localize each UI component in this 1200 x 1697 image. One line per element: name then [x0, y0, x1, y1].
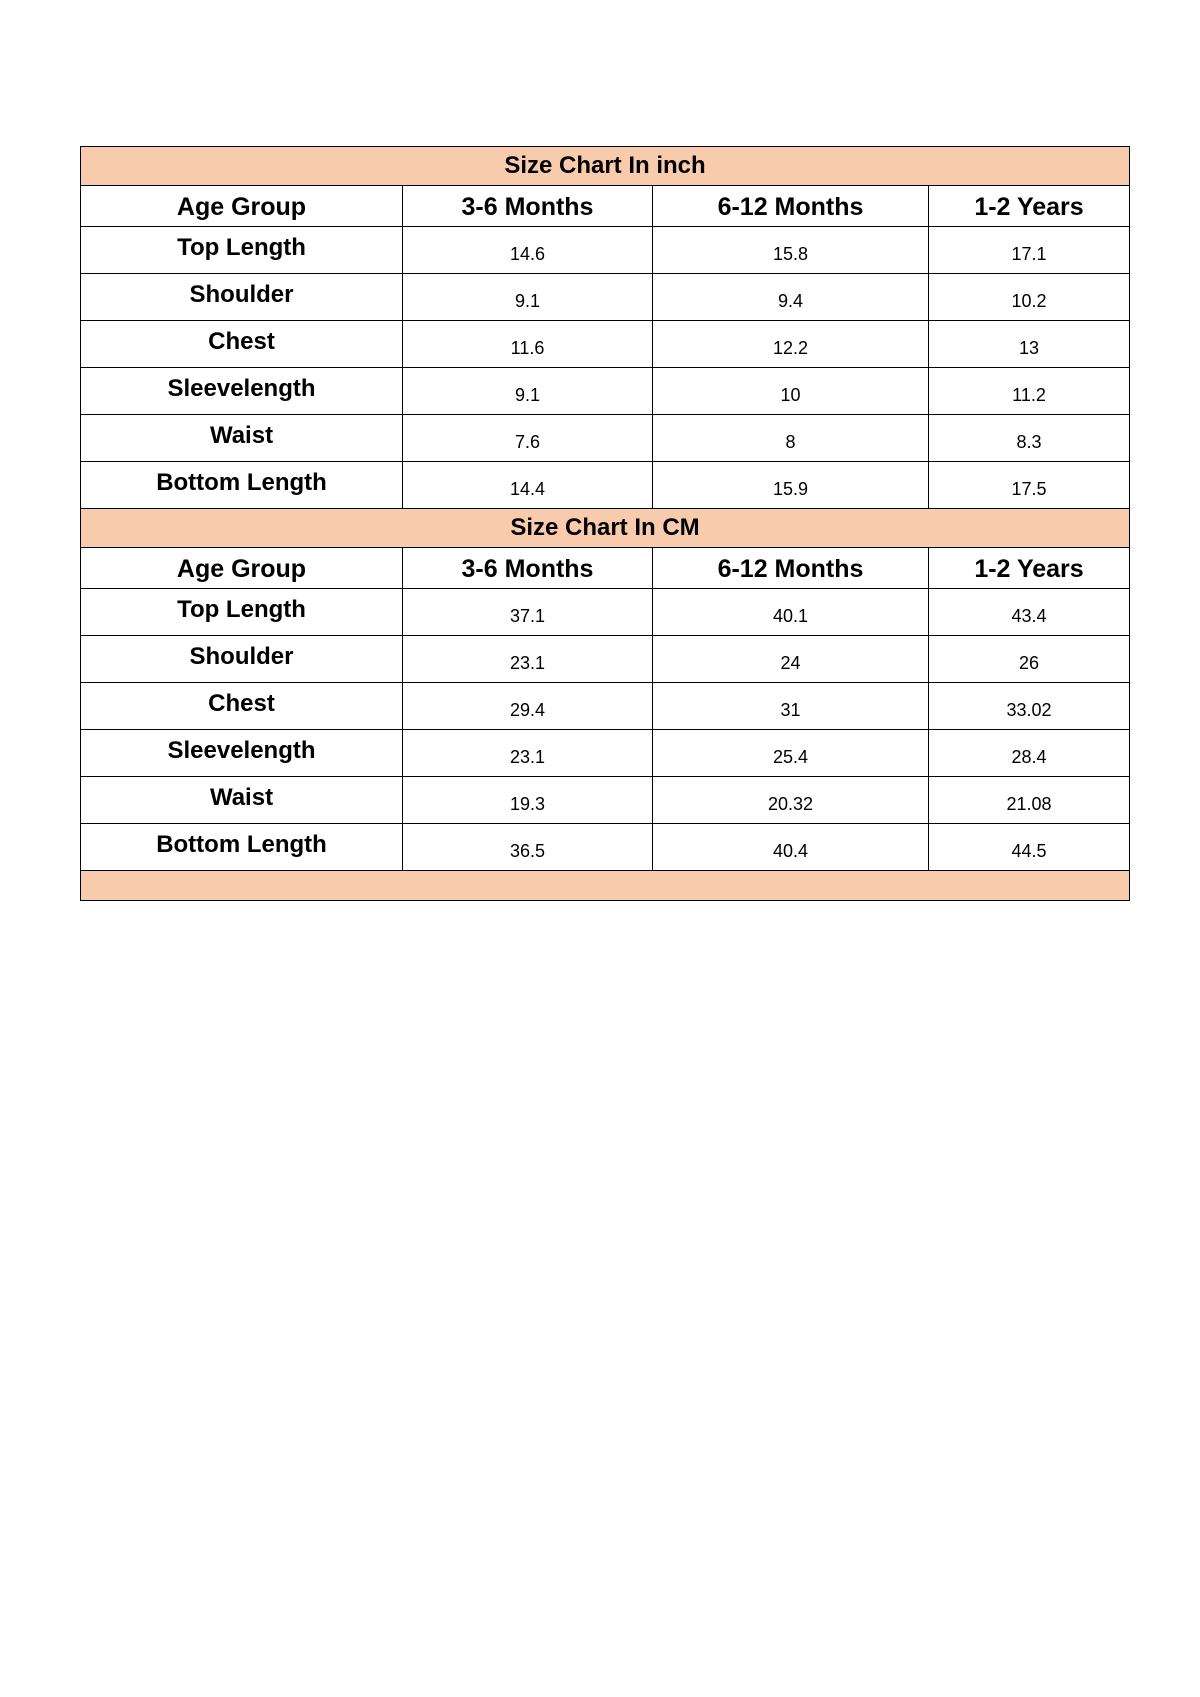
value-cell: 37.1 — [403, 589, 653, 636]
column-header: 6-12 Months — [653, 186, 929, 227]
value-cell: 9.1 — [403, 368, 653, 415]
row-label: Waist — [81, 415, 403, 462]
column-header: Age Group — [81, 548, 403, 589]
row-label: Sleevelength — [81, 368, 403, 415]
table-row — [81, 227, 1130, 274]
column-header-row — [81, 186, 1130, 227]
size-chart-table — [80, 146, 1130, 901]
value-cell: 20.32 — [653, 777, 929, 824]
value-cell: 14.6 — [403, 227, 653, 274]
row-label: Top Length — [81, 589, 403, 636]
section-title-row — [81, 147, 1130, 186]
column-header: 6-12 Months — [653, 548, 929, 589]
value-cell: 15.9 — [653, 462, 929, 509]
value-cell: 11.2 — [929, 368, 1130, 415]
value-cell: 29.4 — [403, 683, 653, 730]
value-cell: 7.6 — [403, 415, 653, 462]
column-header-row — [81, 548, 1130, 589]
value-cell: 8 — [653, 415, 929, 462]
row-label: Top Length — [81, 227, 403, 274]
table-row — [81, 589, 1130, 636]
size-chart-body — [81, 147, 1130, 901]
row-label: Chest — [81, 321, 403, 368]
table-row — [81, 777, 1130, 824]
table-row — [81, 636, 1130, 683]
table-row — [81, 683, 1130, 730]
row-label: Bottom Length — [81, 462, 403, 509]
value-cell: 17.1 — [929, 227, 1130, 274]
table-row — [81, 824, 1130, 871]
value-cell: 25.4 — [653, 730, 929, 777]
column-header: 1-2 Years — [929, 186, 1130, 227]
section-title: Size Chart In CM — [81, 509, 1130, 548]
column-header: Age Group — [81, 186, 403, 227]
value-cell: 44.5 — [929, 824, 1130, 871]
column-header: 3-6 Months — [403, 548, 653, 589]
value-cell: 17.5 — [929, 462, 1130, 509]
section-title: Size Chart In inch — [81, 147, 1130, 186]
value-cell: 13 — [929, 321, 1130, 368]
table-row — [81, 368, 1130, 415]
footer-band-row — [81, 871, 1130, 901]
value-cell: 33.02 — [929, 683, 1130, 730]
row-label: Chest — [81, 683, 403, 730]
table-row — [81, 321, 1130, 368]
value-cell: 8.3 — [929, 415, 1130, 462]
value-cell: 9.1 — [403, 274, 653, 321]
table-row — [81, 274, 1130, 321]
value-cell: 36.5 — [403, 824, 653, 871]
value-cell: 10 — [653, 368, 929, 415]
value-cell: 28.4 — [929, 730, 1130, 777]
value-cell: 12.2 — [653, 321, 929, 368]
table-row — [81, 415, 1130, 462]
value-cell: 19.3 — [403, 777, 653, 824]
value-cell: 14.4 — [403, 462, 653, 509]
value-cell: 26 — [929, 636, 1130, 683]
row-label: Sleevelength — [81, 730, 403, 777]
value-cell: 24 — [653, 636, 929, 683]
value-cell: 23.1 — [403, 730, 653, 777]
value-cell: 9.4 — [653, 274, 929, 321]
row-label: Waist — [81, 777, 403, 824]
column-header: 3-6 Months — [403, 186, 653, 227]
row-label: Bottom Length — [81, 824, 403, 871]
value-cell: 10.2 — [929, 274, 1130, 321]
section-title-row — [81, 509, 1130, 548]
row-label: Shoulder — [81, 636, 403, 683]
value-cell: 23.1 — [403, 636, 653, 683]
row-label: Shoulder — [81, 274, 403, 321]
table-row — [81, 730, 1130, 777]
footer-band — [81, 871, 1130, 901]
column-header: 1-2 Years — [929, 548, 1130, 589]
table-row — [81, 462, 1130, 509]
value-cell: 11.6 — [403, 321, 653, 368]
value-cell: 15.8 — [653, 227, 929, 274]
value-cell: 43.4 — [929, 589, 1130, 636]
value-cell: 40.1 — [653, 589, 929, 636]
value-cell: 21.08 — [929, 777, 1130, 824]
value-cell: 31 — [653, 683, 929, 730]
value-cell: 40.4 — [653, 824, 929, 871]
